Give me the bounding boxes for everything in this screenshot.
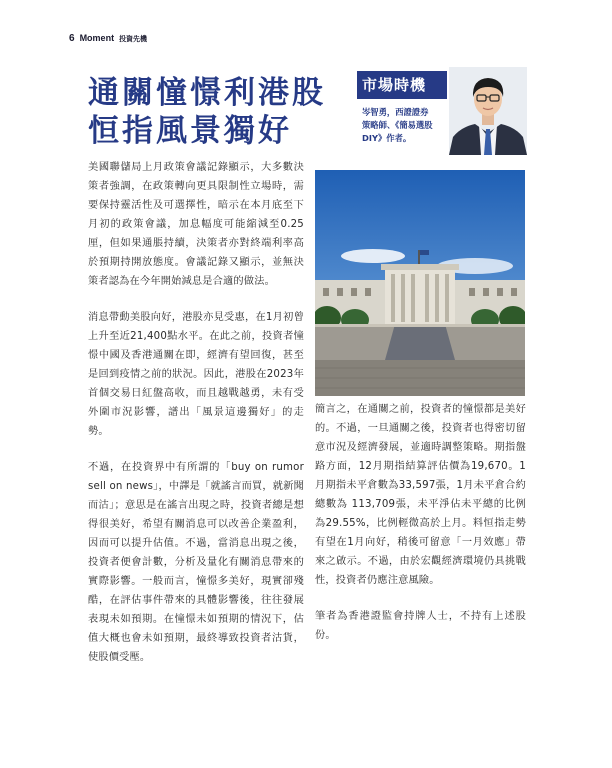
article-body-right <box>315 400 526 662</box>
body-paragraph: 美國聯儲局上月政策會議記錄顯示，大多數決策者強調，在政策轉向更具限制性立場時，需要保持靈活性及可選擇性，暗示在本月底至下月初的政策會議，加息幅度可能縮減至0.25厘，但如果通脹持續，決策者亦對終端利率高於預期持開放態度。會議記錄又顯示，並無決策者認為在今年開始減息是合適的做法。 <box>88 162 304 287</box>
article-headline <box>88 74 348 150</box>
author-bio-line-2: 策略師、《簡易選股 <box>362 120 433 130</box>
column-tag: 市場時機 <box>357 71 447 99</box>
author-bio-line-3: DIY》作者。 <box>362 133 412 143</box>
author-bio-line-1: 岑智勇，西證證券 <box>362 107 429 117</box>
body-paragraph: 消息帶動美股向好，港股亦見受惠，在1月初曾上升至近21,400點水平。在此之前，投資者憧憬中國及香港通關在即，經濟有望回復，甚至是回到疫情之前的狀況。因此，港股在2023年首個交易日紅盤高收，而且越戰越勇，未有受外圍市況影響，譜出「風景這邊獨好」的走勢。 <box>88 312 304 437</box>
column-info <box>357 71 447 155</box>
disclaimer: 筆者為香港證監會持牌人士，不持有上述股份。 <box>315 611 526 641</box>
headline-line-1: 通關憧憬利港股 <box>88 75 326 111</box>
author-bio <box>357 106 447 145</box>
federal-reserve-photo <box>315 170 525 396</box>
body-paragraph: 不過，在投資界中有所謂的「buy on rumor sell on news」，中譯是「就謠言而買，就新聞而沽」；意思是在謠言出現之時，投資者總是想得很美好，希望有關消息可以改善企業盈利，因而可以提升估值。不過，當消息出現之後，投資者便會計數，分析及量化有關消息帶來的實際影響。一般而言，憧憬多美好，現實卻殘酷，在評估事件帶來的具體影響後，往往發展表現未如預期。在憧憬未如預期的情況下，估值大概也會未如預期，最終導致投資者沽貨，使股價受壓。 <box>88 462 304 663</box>
body-paragraph: 簡言之，在通關之前，投資者的憧憬都是美好的。不過，一旦通關之後，投資者也得密切留意市況及經濟發展，並適時調整策略。期指盤路方面，12月期指結算評估價為19,670。1月期指未平倉數為33,597張，1月未平倉合約總數為 113,709張，未平淨佔未平總的比例為29.55%，比例輕微高於上月。料恒指走勢有望在1月向好，稍後可留意「一月效應」帶來之啟示。不過，由於宏觀經濟環境仍具挑戰性，投資者仍應注意風險。 <box>315 404 526 586</box>
article-body-left <box>88 158 304 684</box>
page-number: 6 <box>69 33 75 44</box>
section-name: 投資先機 <box>119 35 148 43</box>
page-header <box>69 33 147 49</box>
magazine-name: Moment <box>79 33 115 43</box>
author-portrait <box>449 67 527 155</box>
headline-line-2: 恒指風景獨好 <box>88 113 292 149</box>
